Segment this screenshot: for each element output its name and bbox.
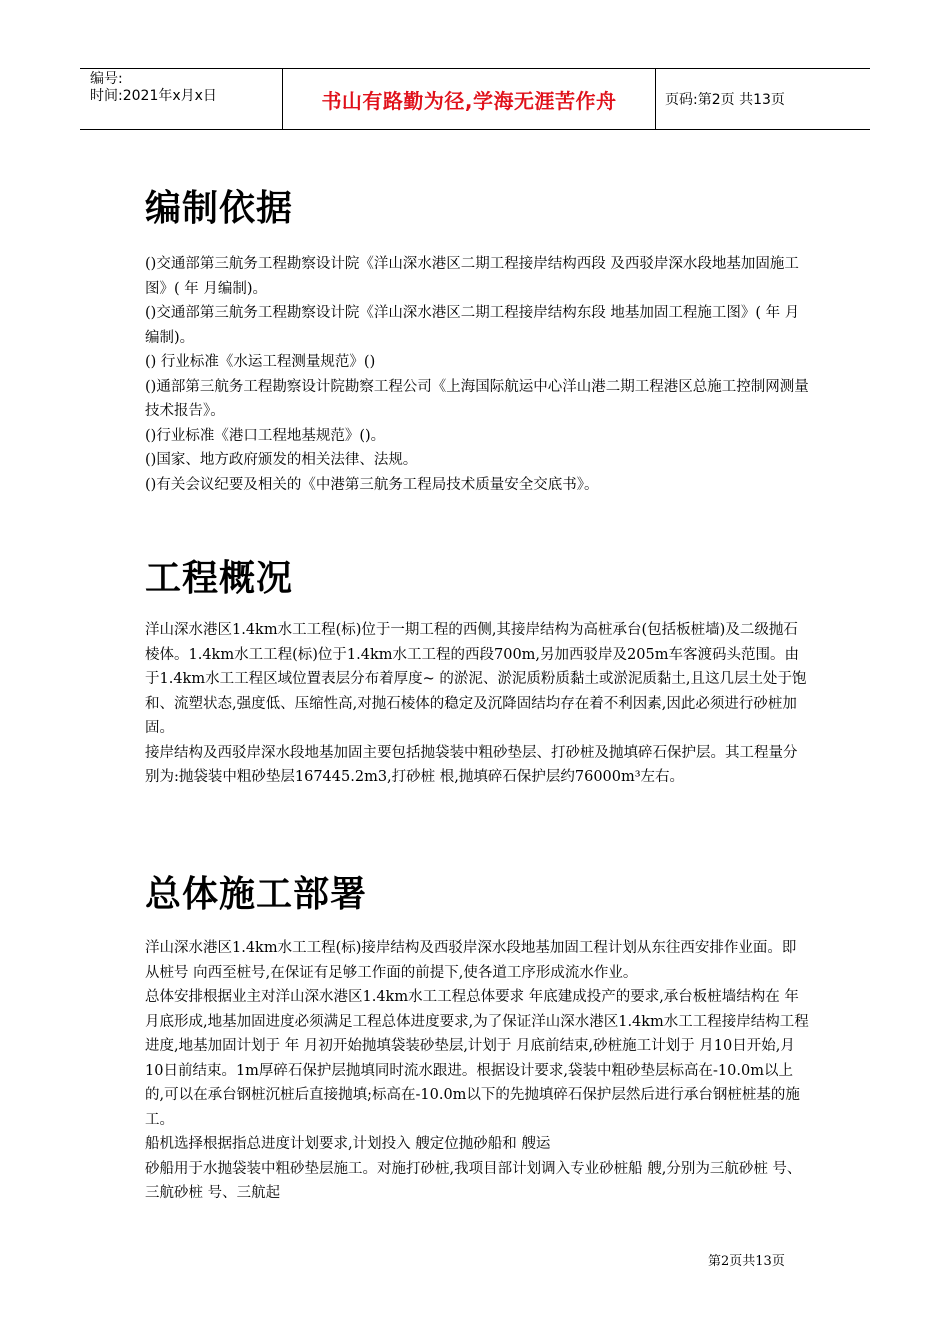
document-number-label: 编号: (90, 71, 123, 87)
basis-item: ()有关会议纪要及相关的《中港第三航务工程局技术质量安全交底书》。 (145, 476, 599, 493)
deployment-paragraph: 洋山深水港区1.4km水工工程(标)接岸结构及西驳岸深水段地基加固工程计划从东往西安排作业面。即从桩号 向西至桩号,在保证有足够工作面的前提下,使各道工序形成流水作业。 (145, 940, 797, 981)
basis-item: ()交通部第三航务工程勘察设计院《洋山深水港区二期工程接岸结构东段 地基加固工程施工图》( 年 月编制)。 (145, 305, 800, 346)
section-title-overview: 工程概况 (145, 558, 294, 599)
document-date: 时间:2021年x月x日 (90, 88, 217, 104)
deployment-paragraph: 砂船用于水抛袋装中粗砂垫层施工。对施打砂桩,我项目部计划调入专业砂桩船 艘,分别为三航砂桩 号、三航砂桩 号、三航起 (145, 1160, 802, 1201)
basis-item: ()国家、地方政府颁发的相关法律、法规。 (145, 452, 418, 468)
header-motto-cell (282, 69, 656, 129)
page-header (80, 68, 870, 130)
section-title-deployment: 总体施工部署 (145, 874, 368, 915)
basis-item: ()通部第三航务工程勘察设计院勘察工程公司《上海国际航运中心洋山港二期工程港区总施工控制网测量技术报告》。 (145, 378, 809, 419)
header-meta-cell (80, 69, 282, 129)
overview-paragraph: 接岸结构及西驳岸深水段地基加固主要包括抛袋装中粗砂垫层、打砂桩及抛填碎石保护层。其工程量分别为:抛袋装中粗砂垫层167445.2m3,打砂桩 根,抛填碎石保护层约76000m³左右。 (145, 744, 798, 785)
section-body-deployment (145, 936, 810, 1206)
overview-paragraph: 洋山深水港区1.4km水工工程(标)位于一期工程的西侧,其接岸结构为高桩承台(包括板桩墙)及二级抛石棱体。1.4km水工工程(标)位于1.4km水工工程的西段700m,另加西驳岸及205m车客渡码头范围。由于1.4km水工工程区域位置表层分布着厚度~ 的淤泥、淤泥质粉质黏土或淤泥质黏土,且这几层土处于饱和、流塑状态,强度低、压缩性高,对抛石棱体的稳定及沉降固结均存在着不利因素,因此必须进行砂桩加固。 (145, 622, 807, 736)
deployment-paragraph: 总体安排根据业主对洋山深水港区1.4km水工工程总体要求 年底建成投产的要求,承台板桩墙结构在 年 月底形成,地基加固进度必须满足工程总体进度要求,为了保证洋山深水港区1.4km水工工程接岸结构工程进度,地基加固计划于 年 月初开始抛填袋装砂垫层,计划于 月底前结束,砂桩施工计划于 月10日开始,月10日前结束。1m厚碎石保护层抛填同时流水跟进。根据设计要求,袋装中粗砂垫层标高在-10.0m以上的,可以在承台钢桩沉桩后直接抛填;标高在-10.0m以下的先抛填碎石保护层然后进行承台钢桩桩基的施工。 (145, 989, 809, 1128)
section-title-basis: 编制依据 (145, 188, 294, 229)
header-motto: 书山有路勤为径,学海无涯苦作舟 (321, 88, 617, 113)
section-body-overview (145, 618, 810, 790)
page-footer: 第2页共13页 (708, 1254, 785, 1269)
header-page-info: 页码:第2页 共13页 (665, 92, 785, 108)
deployment-paragraph: 船机选择根据指总进度计划要求,计划投入 艘定位抛砂船和 艘运 (145, 1136, 551, 1152)
basis-item: ()交通部第三航务工程勘察设计院《洋山深水港区二期工程接岸结构西段 及西驳岸深水段地基加固施工图》( 年 月编制)。 (145, 256, 799, 297)
section-body-basis (145, 252, 810, 497)
basis-item: ()行业标准《港口工程地基规范》()。 (145, 427, 386, 444)
basis-item: () 行业标准《水运工程测量规范》() (145, 354, 376, 370)
